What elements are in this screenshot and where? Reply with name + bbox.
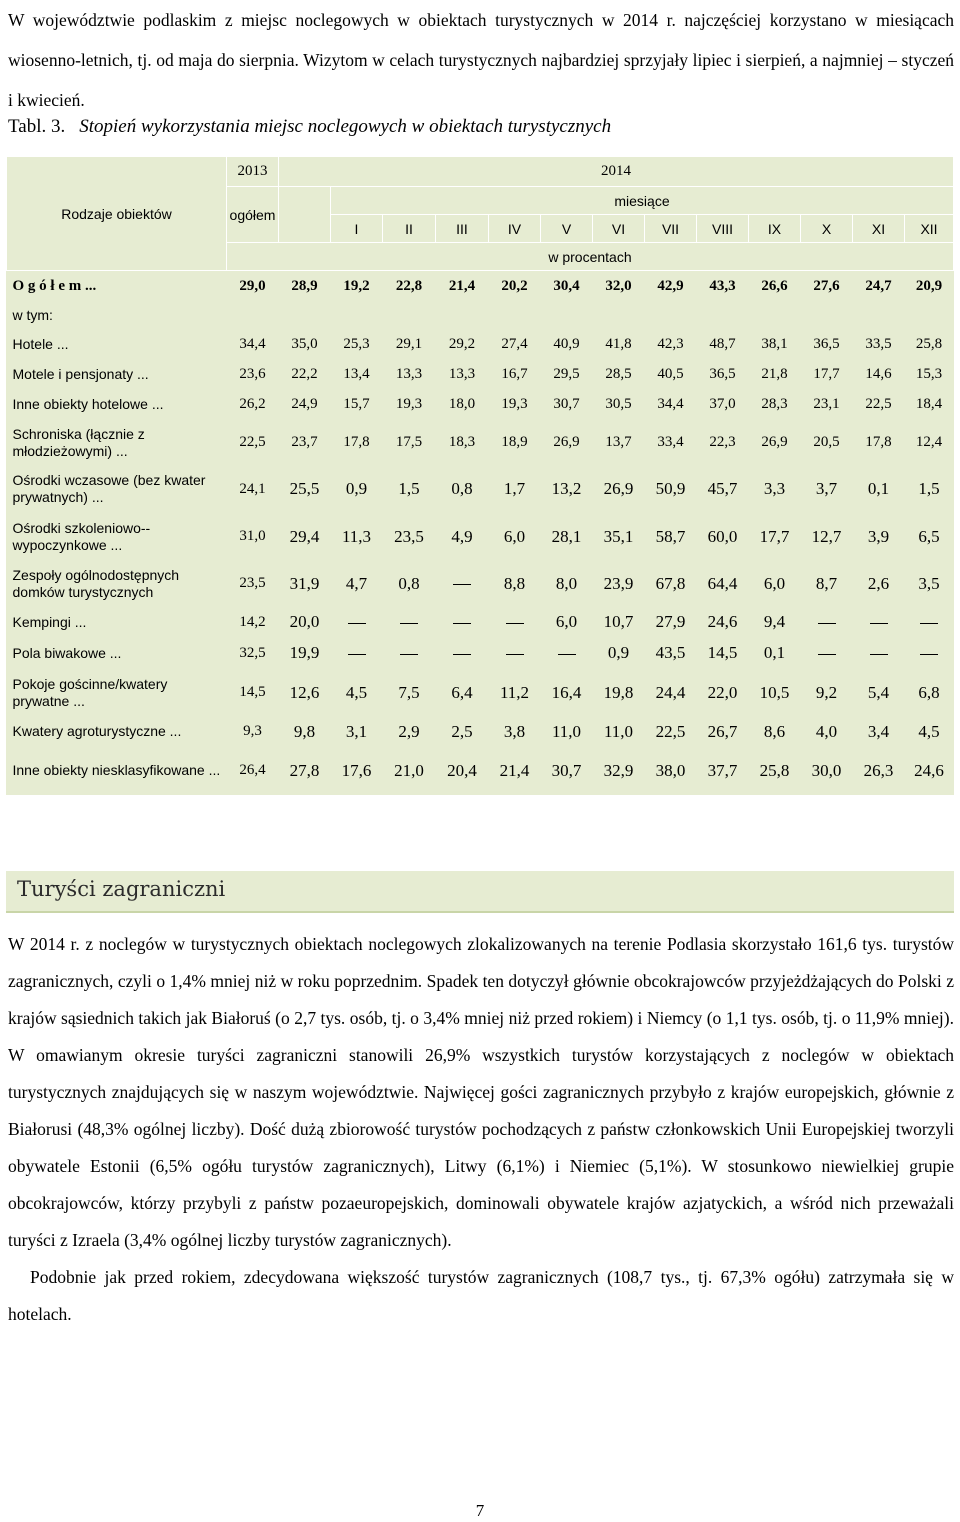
cell-value: 22,5 <box>655 721 686 741</box>
cell-value: 58,7 <box>655 526 686 546</box>
cell-value: 6,0 <box>555 612 578 631</box>
cell-value: 21,0 <box>394 760 424 780</box>
cell-value: 23,5 <box>394 526 424 546</box>
month-header: IX <box>749 215 801 243</box>
cell-value: 17,6 <box>341 760 372 780</box>
month-header: III <box>436 215 489 243</box>
cell-value: 26,9 <box>761 434 788 450</box>
cell-value: 21,4 <box>499 760 530 780</box>
cell-value <box>489 638 541 669</box>
cell-value: 31,9 <box>289 573 320 593</box>
cell-value: 8,8 <box>503 573 526 593</box>
cell-value: 2,9 <box>398 721 420 741</box>
table-row <box>7 561 954 607</box>
table-row <box>7 360 954 390</box>
cell-value: 20,2 <box>501 278 528 295</box>
cell-value: 14,5 <box>239 684 266 700</box>
cell-value: 1,5 <box>918 479 940 498</box>
cell-value: 19,8 <box>603 682 634 702</box>
cell-value: 14,2 <box>239 613 266 630</box>
cell-value: 26,9 <box>603 479 634 498</box>
cell-value: 12,6 <box>289 682 320 702</box>
dash-mark <box>400 623 418 624</box>
cell-value: 20,9 <box>915 278 943 295</box>
cell-value: 11,3 <box>341 526 372 546</box>
cell-value: 28,3 <box>761 396 788 412</box>
cell-value: 22,0 <box>707 682 738 702</box>
cell-value: 30,4 <box>553 278 580 295</box>
cell-value: 24,6 <box>707 612 738 631</box>
cell-value: 64,4 <box>707 573 738 593</box>
cell-value: 17,7 <box>813 366 840 382</box>
cell-value: 24,7 <box>865 278 892 295</box>
cell-value: 27,4 <box>501 335 528 352</box>
cell-value: 38,0 <box>655 760 686 780</box>
cell-value: 13,7 <box>605 434 632 450</box>
row-label: Kempingi ... <box>12 613 87 630</box>
table-row <box>7 466 954 513</box>
cell-value: 25,3 <box>343 335 370 352</box>
dash-mark <box>506 654 524 655</box>
cell-value: 0,9 <box>345 479 368 498</box>
table-row <box>7 329 954 360</box>
month-header: XI <box>853 215 905 243</box>
row-label: Inne obiekty hotelowe ... <box>12 396 164 412</box>
cell-value: 29,5 <box>553 366 580 382</box>
cell-value: 17,8 <box>343 434 370 450</box>
cell-value: 22,3 <box>709 434 736 450</box>
cell-value: 11,0 <box>603 721 634 741</box>
paragraph-1: W 2014 r. z noclegów w turystycznych obiektach noclegowych zlokalizowanych na terenie Podlasia skorzystało 161,6 tys. turystów zagranicznych, czyli o 1,4% mniej niż w roku poprzednim. Spadek ten dotyczył głównie obcokrajowców przyjeżdżających do Polski z krajów sąsiednich takich jak Białoruś (o 2,7 tys. osób, tj. o 3,4% mniej niż przed rokiem) i Niemcy (o 1,1 tys. osób, tj. o 11,9% mniej). W omawianym okresie turyści zagraniczni stanowili 26,9% wszystkich turystów korzystających z noclegów w obiektach turystycznych znajdujących się w naszym województwie. Najwięcej gości zagranicznych przybyło z krajów europejskich, głównie z Białorusi (48,3% ogólnej liczby). Dość dużą zbiorowość turystów pochodzących z państw członkowskich Unii Europejskiej tworzyli obywatele Estonii (6,5% ogółu turystów zagranicznych), Litwy (6,1%) i Niemiec (5,1%). W stosunkowo niewielkiej grupie obcokrajowców, którzy przybyli z państw pozaeuropejskich, dominowali obywatele krajów azjatyckich, a wśród nich przeważali turyści z Izraela (3,4% ogólnej liczby turystów zagranicznych). <box>8 934 954 1250</box>
cell-value: 13,4 <box>343 366 370 382</box>
cell-value <box>905 638 954 669</box>
cell-value: 6,8 <box>918 682 940 702</box>
cell-value: 43,3 <box>709 278 736 295</box>
cell-value: 16,4 <box>551 682 582 702</box>
cell-value: 38,1 <box>761 335 788 352</box>
table-caption-title: Stopień wykorzystania miejsc noclegowych w obiektach turystycznych <box>79 116 612 137</box>
cell-value: 19,9 <box>289 643 320 662</box>
cell-value: 17,8 <box>865 434 892 450</box>
cell-value: 8,0 <box>555 573 578 593</box>
row-label: Motele i pensjonaty ... <box>12 366 149 382</box>
month-header: I <box>331 215 383 243</box>
cell-value: 27,9 <box>655 612 686 631</box>
cell-value: 1,5 <box>398 479 420 498</box>
cell-value: 42,3 <box>657 335 684 352</box>
table-row <box>7 747 954 795</box>
cell-value: 3,9 <box>867 526 890 546</box>
cell-value: 24,4 <box>655 682 686 702</box>
cell-value: 28,9 <box>291 278 318 295</box>
table-row <box>7 513 954 561</box>
table-row <box>7 669 954 717</box>
cell-value: 18,4 <box>915 396 943 412</box>
table-row-subheading <box>7 303 954 329</box>
cell-value: 13,3 <box>395 366 423 382</box>
cell-value: 29,0 <box>239 278 266 295</box>
cell-value <box>436 607 489 638</box>
cell-value: 0,1 <box>867 479 890 498</box>
dash-mark <box>453 654 471 655</box>
header-year-2013: 2013 <box>227 157 279 187</box>
cell-value: 6,0 <box>763 573 786 593</box>
dash-mark <box>870 623 888 624</box>
cell-value: 19,3 <box>395 396 423 412</box>
row-label: O g ó ł e m ... <box>12 278 97 295</box>
month-header: II <box>383 215 436 243</box>
cell-value: 42,9 <box>657 278 684 295</box>
cell-value: 3,3 <box>763 479 786 498</box>
cell-value: 12,7 <box>811 526 842 546</box>
cell-value: 22,5 <box>865 396 892 412</box>
cell-value: 11,2 <box>499 682 530 702</box>
cell-value: 14,5 <box>707 643 738 662</box>
cell-value: 15,3 <box>915 366 943 382</box>
row-label: Pola biwakowe ... <box>12 644 122 661</box>
intro-paragraph: W województwie podlaskim z miejsc noclegowych w obiektach turystycznych w 2014 r. najczęściej korzystano w miesiącach wiosenno-letnich, tj. od maja do sierpnia. Wizytom w celach turystycznych najbardziej sprzyjały lipiec i sierpień, a najmniej – styczeń i kwiecień. <box>8 10 954 110</box>
cell-value: 20,5 <box>813 434 840 450</box>
cell-value: 33,4 <box>657 434 684 450</box>
cell-value: 15,7 <box>343 396 370 412</box>
header-year-2014: 2014 <box>279 157 954 187</box>
cell-value: 36,5 <box>709 366 736 382</box>
cell-value: 32,5 <box>239 644 266 661</box>
cell-value: 10,7 <box>603 612 634 631</box>
cell-value: 18,9 <box>501 434 528 450</box>
cell-value: 8,7 <box>815 573 838 593</box>
cell-value <box>541 638 593 669</box>
cell-value <box>436 638 489 669</box>
cell-value: 36,5 <box>813 335 840 352</box>
dash-mark <box>558 654 576 655</box>
cell-value: 25,8 <box>915 335 943 352</box>
cell-value <box>905 607 954 638</box>
wtym-label: w tym: <box>12 307 53 323</box>
header-months-group: miesiące <box>331 187 954 215</box>
cell-value <box>383 638 436 669</box>
cell-value <box>383 607 436 638</box>
month-header: IV <box>489 215 541 243</box>
cell-value <box>853 638 905 669</box>
row-label: Schroniska (łącznie z młodzieżowymi) ... <box>12 425 145 459</box>
cell-value <box>331 607 383 638</box>
cell-value: 3,7 <box>815 479 838 498</box>
cell-value: 17,7 <box>759 526 790 546</box>
table-row <box>7 390 954 420</box>
cell-value: 3,5 <box>918 573 940 593</box>
cell-value: 4,0 <box>815 721 838 741</box>
cell-value: 8,6 <box>763 721 786 741</box>
cell-value: 40,9 <box>553 335 580 352</box>
cell-value: 30,5 <box>605 396 632 412</box>
cell-value: 31,0 <box>239 528 266 544</box>
cell-value <box>489 607 541 638</box>
cell-value: 48,7 <box>709 335 736 352</box>
table-row <box>7 638 954 669</box>
month-header: V <box>541 215 593 243</box>
occupancy-table <box>6 156 954 795</box>
header-object-types: Rodzaje obiektów <box>7 157 227 271</box>
cell-value: 23,5 <box>239 575 266 591</box>
row-label: Hotele ... <box>12 335 69 352</box>
dash-mark <box>453 623 471 624</box>
cell-value: 12,4 <box>915 434 943 450</box>
cell-value <box>801 638 853 669</box>
cell-value: 41,8 <box>605 335 632 352</box>
cell-value: 32,0 <box>605 278 632 295</box>
table-caption-label: Tabl. 3. <box>8 116 66 137</box>
cell-value: 24,6 <box>914 760 944 780</box>
cell-value: 9,2 <box>815 682 838 702</box>
row-label: Ośrodki wczasowe (bez kwater prywatnych) ... <box>12 472 206 505</box>
section-title: Turyści zagraniczni <box>17 877 226 901</box>
cell-value: 0,8 <box>451 479 473 498</box>
cell-value: 0,1 <box>763 643 786 662</box>
cell-value: 4,5 <box>345 682 368 702</box>
cell-value: 10,5 <box>759 682 790 702</box>
cell-value: 34,4 <box>239 335 266 352</box>
cell-value: 29,4 <box>289 526 320 546</box>
cell-value: 26,9 <box>553 434 580 450</box>
cell-value: 24,1 <box>239 480 266 497</box>
cell-value: 50,9 <box>655 479 686 498</box>
cell-value: 43,5 <box>655 643 686 662</box>
cell-value <box>331 638 383 669</box>
cell-value: 20,4 <box>447 760 477 780</box>
cell-value <box>801 607 853 638</box>
cell-value: 25,5 <box>289 479 320 498</box>
cell-value: 1,7 <box>503 479 526 498</box>
cell-value: 7,5 <box>398 682 420 702</box>
row-label: Zespoły ogólnodostępnych domków turystycznych <box>12 566 180 600</box>
cell-value: 28,5 <box>605 366 632 382</box>
cell-value: 0,9 <box>607 643 630 662</box>
cell-value: 4,9 <box>451 526 473 546</box>
cell-value: 34,4 <box>657 396 684 412</box>
cell-value: 30,7 <box>551 760 582 780</box>
cell-value: 35,1 <box>603 526 634 546</box>
paragraph-2: Podobnie jak przed rokiem, zdecydowana większość turystów zagranicznych (108,7 tys., tj. 67,3% ogółu) zatrzymała się w hotelach. <box>8 1267 954 1324</box>
table-row <box>7 717 954 747</box>
cell-value: 45,7 <box>707 479 738 498</box>
cell-value: 26,6 <box>761 278 788 295</box>
month-header: X <box>801 215 853 243</box>
cell-value: 3,8 <box>503 721 526 741</box>
cell-value: 6,4 <box>451 682 473 702</box>
cell-value: 0,8 <box>398 573 420 593</box>
dash-mark <box>400 654 418 655</box>
cell-value: 24,9 <box>291 396 318 412</box>
cell-value: 23,7 <box>291 434 318 450</box>
cell-value: 28,1 <box>551 526 582 546</box>
cell-value: 27,8 <box>289 760 320 780</box>
body-text <box>8 926 954 1333</box>
table-row <box>7 607 954 638</box>
table-caption <box>8 116 611 138</box>
cell-value: 17,5 <box>395 434 423 450</box>
cell-value: 26,2 <box>239 396 266 412</box>
cell-value: 22,8 <box>395 278 423 295</box>
cell-value: 20,0 <box>289 612 320 631</box>
row-label: Kwatery agroturystyczne ... <box>12 723 182 739</box>
cell-value: 9,3 <box>243 723 262 739</box>
cell-value: 30,7 <box>553 396 580 412</box>
cell-value <box>436 561 489 607</box>
cell-value: 16,7 <box>501 366 528 382</box>
table-row <box>7 420 954 466</box>
row-label: Pokoje gościnne/kwatery prywatne ... <box>12 675 168 709</box>
dash-mark <box>818 623 836 624</box>
cell-value: 21,8 <box>761 366 788 382</box>
cell-value: 2,6 <box>867 573 890 593</box>
dash-mark <box>348 654 366 655</box>
cell-value: 3,1 <box>345 721 368 741</box>
dash-mark <box>920 623 938 624</box>
month-header: VII <box>645 215 697 243</box>
section-header <box>6 871 954 913</box>
cell-value: 19,3 <box>501 396 528 412</box>
cell-value: 25,8 <box>759 760 790 780</box>
cell-value: 22,2 <box>291 366 318 382</box>
month-header: VIII <box>697 215 749 243</box>
row-label: Inne obiekty niesklasyfikowane ... <box>12 762 221 778</box>
cell-value: 6,5 <box>918 526 940 546</box>
cell-value: 27,6 <box>813 278 840 295</box>
cell-value: 23,1 <box>813 396 840 412</box>
cell-value: 23,9 <box>603 573 634 593</box>
cell-value: 21,4 <box>448 278 476 295</box>
header-ogolem: ogółem <box>227 187 279 243</box>
cell-value: 9,8 <box>293 721 316 741</box>
cell-value: 60,0 <box>707 526 738 546</box>
cell-value: 13,2 <box>551 479 582 498</box>
header-unit: w procentach <box>227 243 954 271</box>
cell-value: 26,3 <box>863 760 894 780</box>
dash-mark <box>920 654 938 655</box>
cell-value: 26,7 <box>707 721 738 741</box>
table-row-total <box>7 271 954 303</box>
cell-value: 5,4 <box>867 682 890 702</box>
cell-value: 37,0 <box>709 396 736 412</box>
dash-mark <box>818 654 836 655</box>
cell-value: 4,5 <box>918 721 940 741</box>
cell-value: 22,5 <box>239 434 266 450</box>
cell-value: 9,4 <box>763 612 786 631</box>
cell-value: 3,4 <box>867 721 890 741</box>
cell-value: 13,3 <box>448 366 476 382</box>
cell-value: 26,4 <box>239 762 266 778</box>
cell-value: 18,3 <box>448 434 476 450</box>
cell-value: 2,5 <box>451 721 473 741</box>
cell-value: 32,9 <box>603 760 634 780</box>
dash-mark <box>506 623 524 624</box>
dash-mark <box>348 623 366 624</box>
cell-value <box>853 607 905 638</box>
row-label: Ośrodki szkoleniowo--wypoczynkowe ... <box>12 519 151 553</box>
cell-value: 19,2 <box>343 278 370 295</box>
cell-value: 6,0 <box>503 526 526 546</box>
cell-value: 40,5 <box>657 366 684 382</box>
cell-value: 29,1 <box>395 335 423 352</box>
cell-value: 14,6 <box>865 366 892 382</box>
cell-value: 11,0 <box>551 721 582 741</box>
cell-value: 23,6 <box>239 366 266 382</box>
dash-mark <box>870 654 888 655</box>
cell-value: 33,5 <box>865 335 892 352</box>
cell-value: 35,0 <box>291 335 318 352</box>
cell-value: 29,2 <box>448 335 476 352</box>
cell-value: 67,8 <box>655 573 686 593</box>
month-header: XII <box>905 215 954 243</box>
header-ogolem-2014 <box>279 187 331 243</box>
page-number: 7 <box>475 1501 485 1520</box>
table-body <box>7 271 954 795</box>
cell-value: 37,7 <box>707 760 738 780</box>
cell-value: 30,0 <box>811 760 842 780</box>
cell-value: 18,0 <box>448 396 476 412</box>
cell-value: 4,7 <box>345 573 368 593</box>
month-header: VI <box>593 215 645 243</box>
dash-mark <box>453 584 471 585</box>
